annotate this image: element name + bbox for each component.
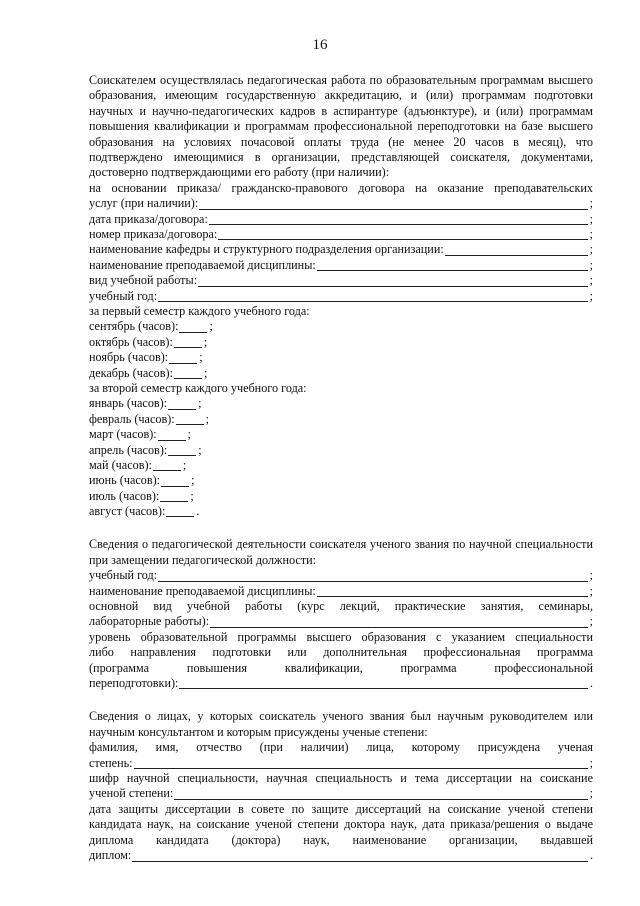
s2-level-blank[interactable] <box>179 677 588 689</box>
order-number-blank[interactable] <box>218 228 587 240</box>
month-hours-field[interactable]: июнь (часов): ; <box>89 473 195 488</box>
section3-title: Сведения о лицах, у которых соискатель ученого звания был научным руководителем или научным консультантом и которым присуждены ученые степени: <box>89 709 593 739</box>
month-hours-field[interactable]: ноябрь (часов): ; <box>89 350 203 365</box>
s2-main-type-line: основной вид учебной работы (курс лекций, практические занятия, семинары, <box>89 599 593 614</box>
hours-blank[interactable] <box>160 490 188 502</box>
s2-discipline-field[interactable]: наименование преподаваемой дисциплины: ; <box>89 583 593 598</box>
order-basis-blank[interactable] <box>199 198 587 210</box>
month-hours-field[interactable]: март (часов): ; <box>89 427 192 442</box>
s2-academic-year-field[interactable]: учебный год: ; <box>89 568 593 583</box>
s2-level-field[interactable]: переподготовки): . <box>89 676 593 691</box>
s3-defense-line: диплома кандидата (доктора) наук, наименование организации, выдавшей <box>89 832 593 847</box>
hours-blank[interactable] <box>161 475 189 487</box>
hours-blank[interactable] <box>179 321 207 333</box>
hours-blank[interactable] <box>168 444 196 456</box>
month-hours-field[interactable]: август (часов): . <box>89 504 200 519</box>
hours-blank[interactable] <box>158 429 186 441</box>
order-date-label: дата приказа/договора: <box>89 211 208 226</box>
month-hours-field[interactable]: июль (часов): ; <box>89 488 194 503</box>
month-hours-field[interactable]: сентябрь (часов): ; <box>89 319 213 334</box>
month-hours-field[interactable]: декабрь (часов): ; <box>89 365 208 380</box>
second-semester-heading: за второй семестр каждого учебного года: <box>89 380 307 395</box>
s3-name-line: фамилия, имя, отчество (при наличии) лица, которому присуждена ученая <box>89 740 593 755</box>
document-body <box>89 73 593 864</box>
s3-code-line: шифр научной специальности, научная специальность и тема диссертации на соискание <box>89 771 593 786</box>
s2-discipline-blank[interactable] <box>317 585 588 597</box>
hours-blank[interactable] <box>176 413 204 425</box>
hours-blank[interactable] <box>174 367 202 379</box>
s3-diploma-blank[interactable] <box>132 850 588 862</box>
discipline-field[interactable]: наименование преподаваемой дисциплины: ; <box>89 257 593 272</box>
section2-title: Сведения о педагогической деятельности соискателя ученого звания по научной специальности при замещении педагогической должности: <box>89 537 593 567</box>
section1-intro: Соискателем осуществлялась педагогическая работа по образовательным программам высшего образования, имеющим государственную аккредитацию, и (или) программам подготовки научных и научно-педагогических кадров в аспирантуре (адъюнктуре), и (или) программам повышения квалификации и программам профессиональной переподготовки на базе высшего образования на условиях почасовой оплаты труда (не менее 20 часов в месяц), что подтверждено имеющимися в организации, представляющей соискателя, документами, достоверно подтверждающими его работу (при наличии): <box>89 73 593 180</box>
hours-blank[interactable] <box>174 336 202 348</box>
order-date-field[interactable]: дата приказа/договора: ; <box>89 211 593 226</box>
academic-year-label: учебный год: <box>89 288 158 303</box>
hours-blank[interactable] <box>168 398 196 410</box>
page-number: 16 <box>312 37 328 53</box>
month-hours-field[interactable]: май (часов): ; <box>89 457 187 472</box>
discipline-label: наименование преподаваемой дисциплины: <box>89 257 316 272</box>
department-blank[interactable] <box>445 244 588 256</box>
work-type-blank[interactable] <box>198 275 588 287</box>
s3-degree-blank[interactable] <box>134 757 588 769</box>
discipline-blank[interactable] <box>317 259 588 271</box>
order-basis-field[interactable]: услуг (при наличии): ; <box>89 196 593 211</box>
hours-blank[interactable] <box>169 352 197 364</box>
order-number-field[interactable]: номер приказа/договора: ; <box>89 227 593 242</box>
s2-main-type-field[interactable]: лабораторные работы): ; <box>89 614 593 629</box>
s2-main-type-blank[interactable] <box>210 616 588 628</box>
order-date-blank[interactable] <box>209 213 588 225</box>
month-hours-field[interactable]: апрель (часов): ; <box>89 442 202 457</box>
academic-year-field[interactable]: учебный год: ; <box>89 288 593 303</box>
s3-code-blank[interactable] <box>174 788 587 800</box>
hours-blank[interactable] <box>166 505 194 517</box>
s2-level-line: (программа повышения квалификации, программа профессиональной <box>89 660 593 675</box>
s3-degree-field[interactable]: степень: ; <box>89 755 593 770</box>
month-hours-field[interactable]: январь (часов): ; <box>89 396 202 411</box>
s2-academic-year-blank[interactable] <box>158 570 587 582</box>
department-field[interactable]: наименование кафедры и структурного подразделения организации: ; <box>89 242 593 257</box>
month-hours-field[interactable]: февраль (часов): ; <box>89 411 210 426</box>
s3-defense-line: дата защиты диссертации в совете по защите диссертаций на соискание ученой степени <box>89 801 593 816</box>
s2-level-line: уровень образовательной программы высшего образования с указанием специальности <box>89 629 593 644</box>
work-type-field[interactable]: вид учебной работы: ; <box>89 273 593 288</box>
work-type-label: вид учебной работы: <box>89 273 198 288</box>
hours-blank[interactable] <box>153 459 181 471</box>
first-semester-heading: за первый семестр каждого учебного года: <box>89 303 310 318</box>
order-number-label: номер приказа/договора: <box>89 227 218 242</box>
s3-code-field[interactable]: ученой степени: ; <box>89 786 593 801</box>
month-hours-field[interactable]: октябрь (часов): ; <box>89 334 208 349</box>
order-basis-label: услуг (при наличии): <box>89 196 199 211</box>
order-basis-line: на основании приказа/ гражданско-правового договора на оказание преподавательских <box>89 180 593 195</box>
academic-year-blank[interactable] <box>158 290 587 302</box>
s2-level-line: либо направления подготовки или дополнительная профессиональная программа <box>89 645 593 660</box>
s3-diploma-field[interactable]: диплом: . <box>89 848 593 863</box>
s3-defense-line: кандидата наук, на соискание ученой степени доктора наук, дата приказа/решения о выдаче <box>89 817 593 832</box>
department-label: наименование кафедры и структурного подразделения организации: <box>89 242 444 257</box>
